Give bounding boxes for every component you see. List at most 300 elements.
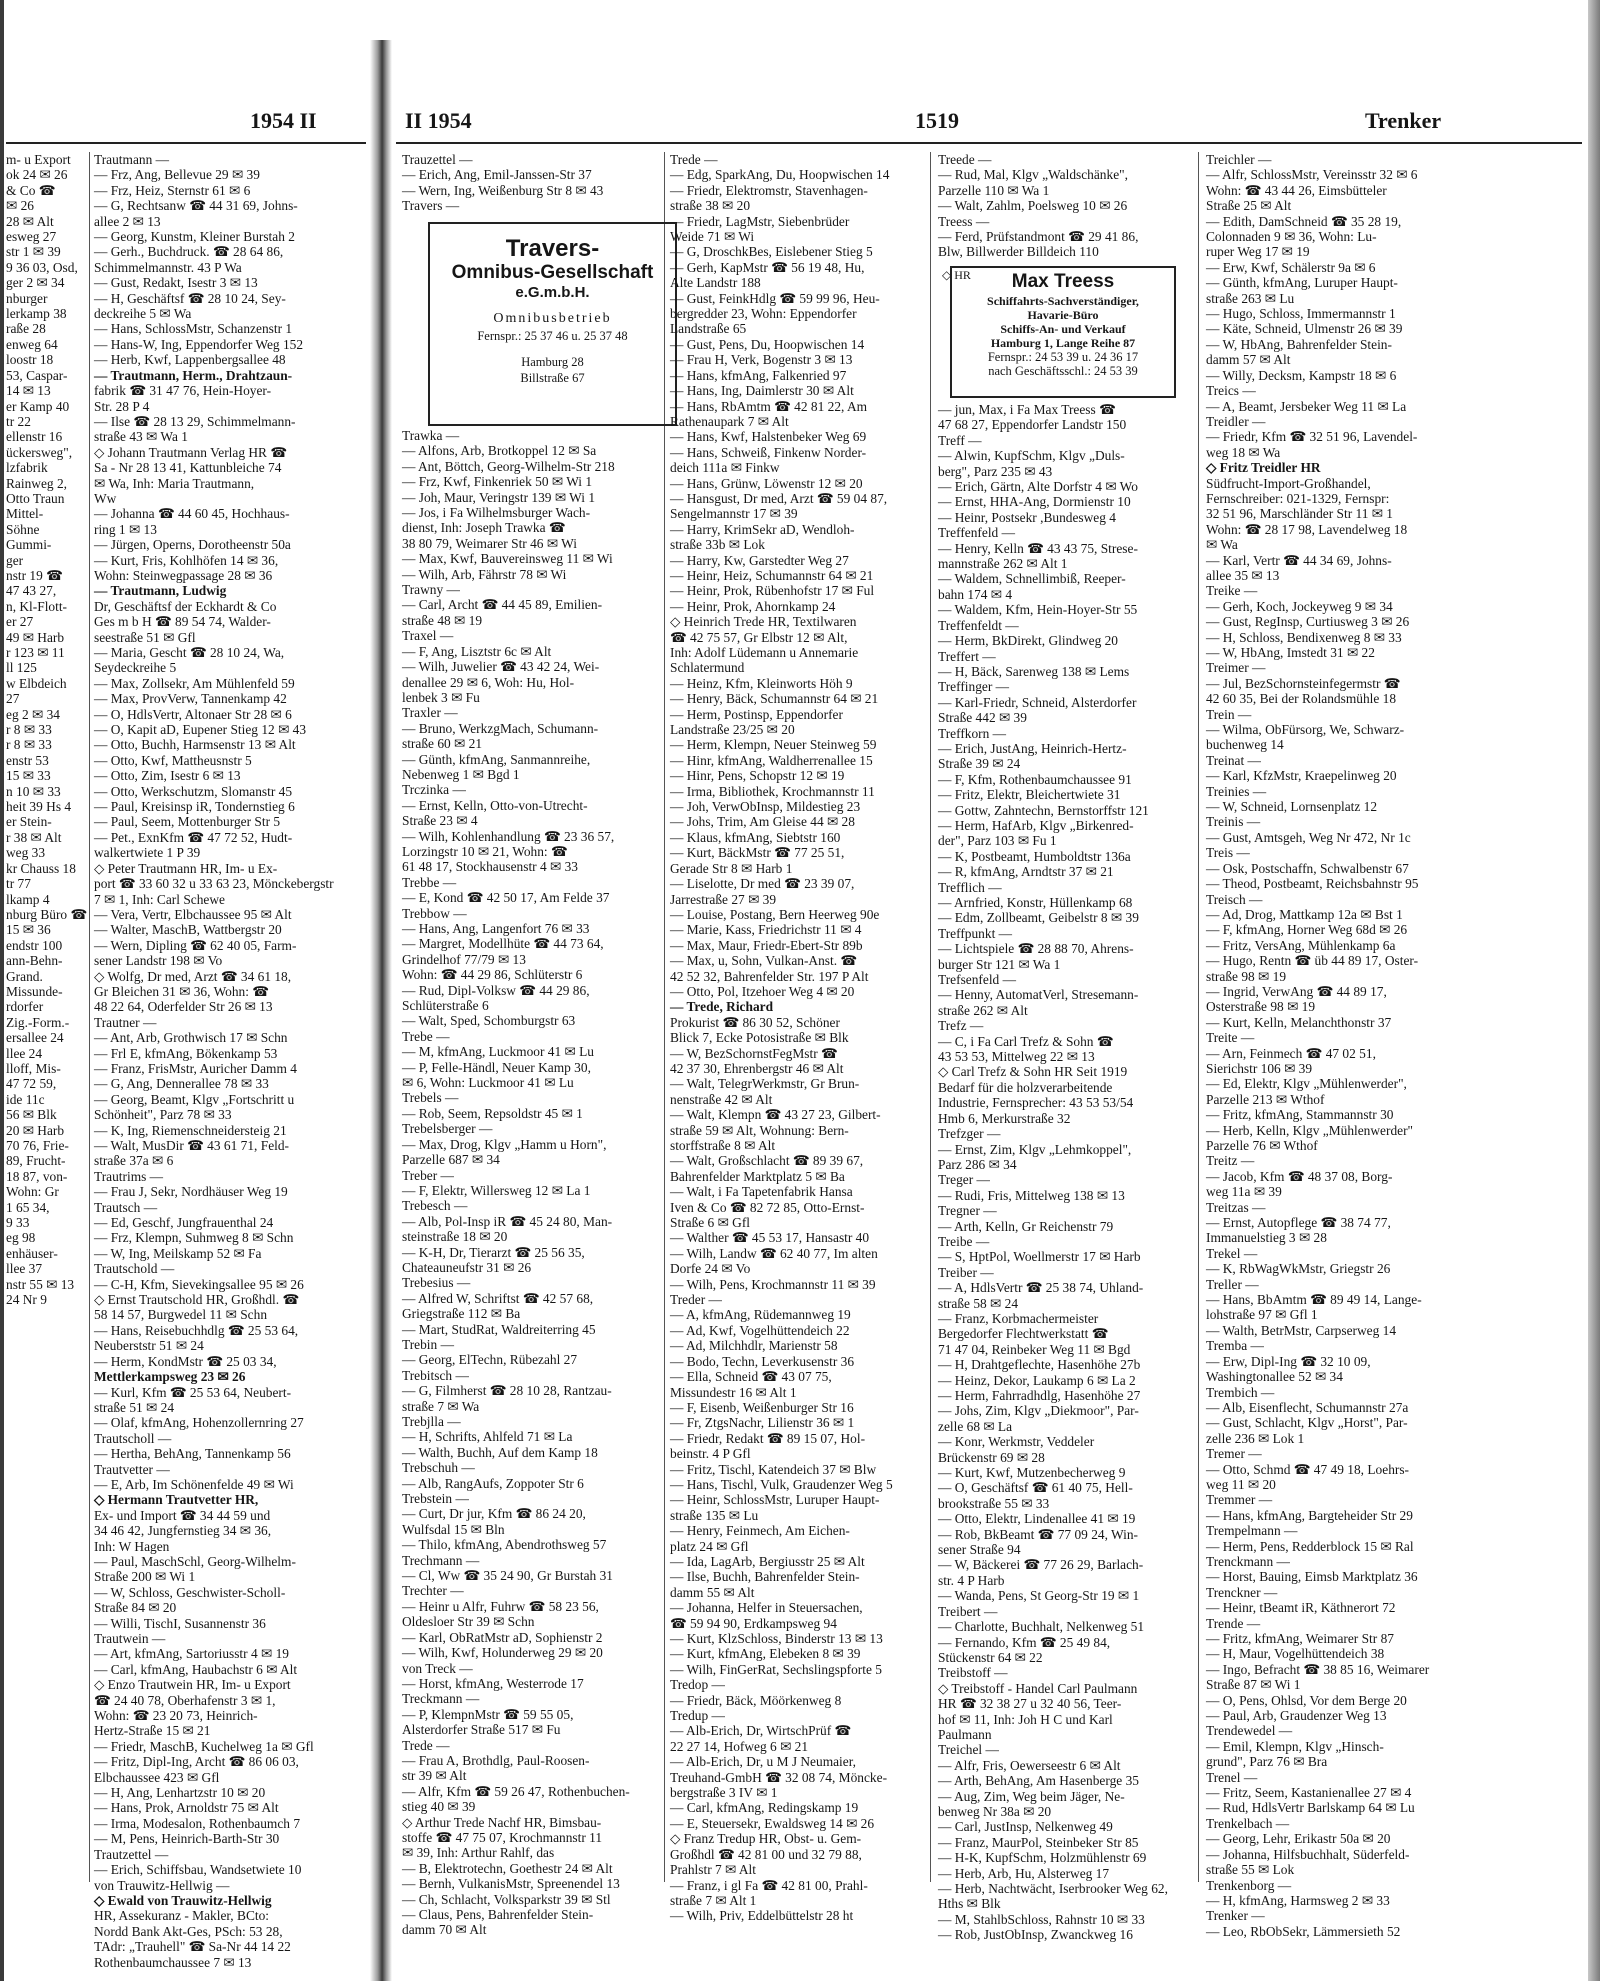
directory-line: Parzelle 687 ✉ 34 bbox=[402, 1152, 500, 1168]
directory-line: Bedarf für die holzverarbeitende bbox=[938, 1079, 1113, 1095]
directory-line: Treff — bbox=[938, 432, 982, 448]
directory-line: eg 98 bbox=[6, 1230, 36, 1246]
directory-line: — Johs, Trim, Am Gleise 44 ✉ 28 bbox=[670, 814, 855, 830]
directory-line: 70 76, Frie- bbox=[6, 1138, 69, 1153]
directory-line: — Kurt, BäckMstr ☎ 77 25 51, bbox=[670, 845, 845, 861]
directory-line: — Herb, Kwf, Lappenbergsallee 48 bbox=[94, 352, 286, 368]
directory-line: — W, HbAng, Imstedt 31 ✉ 22 bbox=[1206, 645, 1375, 660]
directory-line: — Wilh, Juwelier ☎ 43 42 24, Wei- bbox=[402, 659, 600, 675]
directory-line: Rathenaupark 7 ✉ Alt bbox=[670, 413, 789, 429]
directory-line: Zig.-Form.- bbox=[6, 1014, 70, 1030]
directory-line: — Ilse ☎ 28 13 29, Schimmelmann- bbox=[94, 413, 296, 429]
scan-edge-left bbox=[0, 0, 4, 1981]
directory-line: — Edith, DamSchneid ☎ 35 28 19, bbox=[1206, 213, 1402, 229]
directory-line: HR ☎ 32 38 27 u 32 40 56, Teer- bbox=[938, 1696, 1122, 1712]
directory-line: Lorzingstr 10 ✉ 21, Wohn: ☎ bbox=[402, 843, 568, 859]
directory-line: — Hans, Schweiß, Finkenw Norder- bbox=[670, 444, 867, 460]
column-right-4 bbox=[1206, 152, 1582, 1939]
directory-line: — Heinr, SchlossMstr, Luruper Haupt- bbox=[670, 1492, 880, 1508]
directory-line: Immanuelstieg 3 ✉ 28 bbox=[1206, 1230, 1327, 1246]
directory-line: 32 51 96, Marschländer Str 11 ✉ 1 bbox=[1206, 506, 1394, 522]
directory-line: 24 Nr 9 bbox=[6, 1292, 47, 1308]
directory-line: — Gust, Schlacht, Klgv „Horst", Par- bbox=[1206, 1415, 1408, 1431]
right-page-header: II 1954 bbox=[405, 108, 472, 133]
directory-line: Ex- und Import ☎ 34 44 59 und bbox=[94, 1507, 271, 1523]
directory-line: 42 60 35, Bei der Rolandsmühle 18 bbox=[1206, 691, 1397, 707]
directory-line: — W, Schloss, Geschwister-Scholl- bbox=[94, 1584, 286, 1600]
directory-line: — Hans, BbAmtm ☎ 89 49 14, Lange- bbox=[1206, 1292, 1422, 1308]
directory-line: Tredop — bbox=[670, 1677, 725, 1693]
directory-line: port ☎ 33 60 32 u 33 63 23, Mönckebergstr bbox=[94, 876, 334, 892]
directory-line: Trebin — bbox=[402, 1336, 454, 1352]
directory-line: — Aug, Zim, Weg beim Jäger, Ne- bbox=[938, 1788, 1125, 1804]
directory-line: — P, Felle-Händl, Neuer Kamp 30, bbox=[402, 1059, 591, 1075]
directory-line: — Herm, HafArb, Klgv „Birkenred- bbox=[938, 817, 1134, 833]
directory-line: Treger — bbox=[938, 1172, 990, 1188]
directory-line: — Heinr, Prok, Ahornkamp 24 bbox=[670, 598, 836, 614]
directory-line: — Ernst, HHA-Ang, Dormienstr 10 bbox=[938, 494, 1131, 510]
directory-line: 89, Frucht- bbox=[6, 1153, 66, 1169]
book-gutter bbox=[370, 40, 392, 1981]
directory-line: Ww bbox=[94, 490, 117, 506]
directory-line: Trautwein — bbox=[94, 1631, 166, 1646]
directory-line: — Rud, Mal, Klgv „Waldschänke", bbox=[938, 167, 1128, 183]
directory-line: — Hans, kfmAng, Bargteheider Str 29 bbox=[1206, 1507, 1413, 1523]
directory-line: straße 48 ✉ 19 bbox=[402, 612, 483, 628]
directory-line: — Theod, Postbeamt, Reichsbahnstr 95 bbox=[1206, 876, 1419, 892]
directory-line: beinstr. 4 P Gfl bbox=[670, 1446, 751, 1462]
directory-line: ☎ 24 40 78, Oberhafenstr 3 ✉ 1, bbox=[94, 1692, 276, 1708]
directory-line: zelle 236 ✉ Lok 1 bbox=[1206, 1430, 1305, 1446]
directory-line: — A, Beamt, Jersbeker Weg 11 ✉ La bbox=[1206, 398, 1407, 414]
directory-line: — Rob, JustObInsp, Zwanckweg 16 bbox=[938, 1927, 1133, 1943]
directory-line: Prokurist ☎ 86 30 52, Schöner bbox=[670, 1014, 840, 1030]
directory-line: — Hans, Grünw, Löwenstr 12 ✉ 20 bbox=[670, 475, 863, 491]
directory-line: Seydeckreihe 5 bbox=[94, 660, 177, 676]
directory-line: ◇ Wolfg, Dr med, Arzt ☎ 34 61 18, bbox=[94, 968, 292, 984]
directory-line: — Johanna ☎ 44 60 45, Hochhaus- bbox=[94, 506, 290, 522]
directory-line: — Carl, kfmAng, Haubachstr 6 ✉ Alt bbox=[94, 1661, 298, 1677]
directory-line: 15 ✉ 33 bbox=[6, 768, 51, 784]
directory-line: Washingtonallee 52 ✉ 34 bbox=[1206, 1369, 1343, 1385]
ad-city: Hamburg 28 bbox=[521, 355, 584, 369]
directory-line: — Hans, Tischl, Vulk, Graudenzer Weg 5 bbox=[670, 1476, 893, 1492]
directory-line: Mittel- bbox=[6, 506, 44, 522]
directory-line: allee 35 ✉ 13 bbox=[1206, 567, 1280, 583]
directory-line: Treuhand-GmbH ☎ 32 08 74, Möncke- bbox=[670, 1769, 888, 1785]
directory-line: — Frz, Ang, Bellevue 29 ✉ 39 bbox=[94, 167, 260, 183]
directory-line: Trenker — bbox=[1206, 1908, 1265, 1924]
directory-line: — Wilh, FinGerRat, Sechslingspforte 5 bbox=[670, 1661, 882, 1677]
directory-line: Trenckmann — bbox=[1206, 1553, 1290, 1569]
directory-line: Trefsenfeld — bbox=[938, 972, 1016, 988]
directory-line: Inh: Adolf Lüdemann u Annemarie bbox=[670, 645, 859, 660]
directory-line: — Alwin, KupfSchm, Klgv „Duls- bbox=[938, 448, 1125, 464]
directory-line: weg 18 ✉ Wa bbox=[1206, 444, 1281, 460]
directory-line: 49 ✉ Harb bbox=[6, 629, 65, 645]
directory-line: — Thilo, kfmAng, Abendrothsweg 57 bbox=[402, 1537, 607, 1553]
directory-line: fabrik ☎ 31 47 76, Hein-Hoyer- bbox=[94, 383, 272, 399]
directory-line: — B, Elektrotechn, Goethestr 24 ✉ Alt bbox=[402, 1860, 613, 1876]
directory-line: lzfabrik bbox=[6, 460, 48, 476]
directory-line: er 27 bbox=[6, 614, 34, 630]
directory-line: Hertz-Straße 15 ✉ 21 bbox=[94, 1723, 211, 1739]
directory-line: — Charlotte, Buchhalt, Nelkenweg 51 bbox=[938, 1619, 1145, 1635]
directory-line: ll 125 bbox=[6, 660, 37, 676]
travers-advertisement bbox=[428, 222, 677, 426]
directory-line: — Bernh, VulkanisMstr, Spreenendel 13 bbox=[402, 1876, 620, 1892]
directory-line: Trenkenborg — bbox=[1206, 1877, 1292, 1893]
directory-line: — K, Postbeamt, Humboldtstr 136a bbox=[938, 848, 1131, 864]
directory-line: — Fritz, VersAng, Mühlenkamp 6a bbox=[1206, 937, 1396, 953]
directory-line: r 8 ✉ 33 bbox=[6, 722, 52, 738]
directory-line: — Walt, i Fa Tapetenfabrik Hansa bbox=[670, 1184, 853, 1200]
directory-line: — Hans, SchlossMstr, Schanzenstr 1 bbox=[94, 321, 293, 337]
directory-line: Treis — bbox=[1206, 845, 1250, 861]
directory-line: — Hugo, Schloss, Immermannstr 1 bbox=[1206, 306, 1396, 322]
directory-line: — Wilh, Pens, Krochmannstr 11 ✉ 39 bbox=[670, 1276, 876, 1292]
directory-line: Iven & Co ☎ 82 72 85, Otto-Ernst- bbox=[670, 1199, 865, 1215]
directory-line: — K, Ing, Riemenschneidersteig 21 bbox=[94, 1122, 287, 1138]
directory-line: Landstraße 23/25 ✉ 20 bbox=[670, 722, 795, 738]
directory-line: Bergedorfer Flechtwerkstatt ☎ bbox=[938, 1326, 1109, 1342]
directory-line: berg", Parz 235 ✉ 43 bbox=[938, 463, 1053, 479]
directory-line: Trede — bbox=[402, 1737, 450, 1753]
directory-line: ide 11c bbox=[6, 1091, 45, 1107]
column-left-main bbox=[94, 152, 362, 1970]
directory-line: — Willy, Decksm, Kampstr 18 ✉ 6 bbox=[1206, 367, 1397, 383]
directory-line: — Arnfried, Konstr, Hüllenkamp 68 bbox=[938, 895, 1133, 910]
directory-line: — Fritz, Elektr, Bleichertwiete 31 bbox=[938, 787, 1121, 803]
directory-line: 47 72 59, bbox=[6, 1076, 57, 1092]
directory-line: Osterstraße 98 ✉ 19 bbox=[1206, 999, 1316, 1015]
directory-line: Trede — bbox=[670, 152, 718, 167]
directory-line: — Alfr, Kfm ☎ 59 26 47, Rothenbuchen- bbox=[402, 1783, 630, 1799]
directory-line: — Friedr, LagMstr, Siebenbrüder bbox=[670, 213, 850, 229]
directory-line: ◇ Heinrich Trede HR, Textilwaren bbox=[670, 614, 857, 630]
directory-line: — Alfred W, Schriftst ☎ 42 57 68, bbox=[402, 1290, 594, 1306]
directory-line: hof ✉ 11, Inh: Joh H C und Karl bbox=[938, 1711, 1113, 1727]
directory-line: Parz 286 ✉ 34 bbox=[938, 1156, 1017, 1172]
directory-line: — Wilma, ObFürsorg, We, Schwarz- bbox=[1206, 722, 1405, 738]
directory-line: — Bruno, WerkzgMach, Schumann- bbox=[402, 720, 599, 736]
directory-line: — Hans, Ang, Langenfort 76 ✉ 33 bbox=[402, 921, 590, 936]
directory-line: Straße 84 ✉ 20 bbox=[94, 1600, 177, 1616]
directory-line: — H, Ang, Lenhartzstr 10 ✉ 20 bbox=[94, 1785, 266, 1801]
directory-line: straße 37a ✉ 6 bbox=[94, 1153, 174, 1169]
directory-line: — H-K, KupfSchm, Holzmühlenstr 69 bbox=[938, 1850, 1147, 1866]
directory-line: 43 53 53, Mittelweg 22 ✉ 13 bbox=[938, 1049, 1095, 1065]
directory-line: kr Chauss 18 bbox=[6, 860, 76, 876]
directory-line: — Emil, Klempn, Klgv „Hinsch- bbox=[1206, 1738, 1384, 1754]
directory-line: Paulmann bbox=[938, 1726, 992, 1742]
directory-line: enstr 53 bbox=[6, 752, 49, 768]
ad-address: Hamburg 1, Lange Reihe 87 bbox=[990, 336, 1136, 350]
directory-line: grund", Parz 76 ✉ Bra bbox=[1206, 1754, 1328, 1770]
directory-line: — Karl-Friedr, Schneid, Alsterdorfer bbox=[938, 694, 1137, 710]
directory-line: — Jos, i Fa Wilhelmsburger Wach- bbox=[402, 505, 591, 521]
directory-line: — Gust, Amtsgeh, Weg Nr 472, Nr 1c bbox=[1206, 829, 1411, 845]
directory-line: — Herb, Nachtwächt, Iserbrooker Weg 62, bbox=[938, 1881, 1168, 1896]
directory-line: straße 33b ✉ Lok bbox=[670, 537, 765, 553]
directory-line: — Harry, KrimSekr aD, Wendloh- bbox=[670, 521, 855, 537]
directory-line: Gr Bleichen 31 ✉ 36, Wohn: ☎ bbox=[94, 983, 269, 999]
directory-line: Schönheit", Parz 78 ✉ 33 bbox=[94, 1107, 232, 1123]
directory-line: Treinat — bbox=[1206, 752, 1261, 768]
directory-line: — Otto, Zim, Isestr 6 ✉ 13 bbox=[94, 768, 241, 784]
directory-line: Schlatermund bbox=[670, 660, 745, 676]
directory-line: — Fritz, kfmAng, Stammannstr 30 bbox=[1206, 1107, 1394, 1123]
directory-line: — Erich, JustAng, Heinrich-Hertz- bbox=[938, 740, 1127, 756]
directory-line: — Hans, Prok, Arnoldstr 75 ✉ Alt bbox=[94, 1800, 279, 1816]
directory-line: — Ant, Böttch, Georg-Wilhelm-Str 218 bbox=[402, 458, 615, 474]
directory-line: — Johs, Zim, Klgv „Diekmoor", Par- bbox=[938, 1403, 1139, 1419]
directory-line: — Herm, Fahrradhdlg, Hasenhöhe 27 bbox=[938, 1388, 1141, 1403]
directory-line: 20 ✉ Harb bbox=[6, 1122, 65, 1138]
column-right-3 bbox=[938, 402, 1194, 1943]
directory-line: n, Kl-Flott- bbox=[6, 598, 68, 614]
directory-line: Treffinger — bbox=[938, 679, 1010, 695]
directory-line: — M, StahlbSchloss, Rahnstr 10 ✉ 33 bbox=[938, 1911, 1145, 1927]
directory-line: — Irma, Modesalon, Rothenbaumch 7 bbox=[94, 1815, 301, 1831]
directory-line: ◇ Johann Trautmann Verlag HR ☎ bbox=[94, 444, 287, 460]
directory-line: Trauzettel — bbox=[402, 152, 473, 167]
directory-line: Trebstein — bbox=[402, 1491, 469, 1507]
directory-line: — Edm, Zollbeamt, Geibelstr 8 ✉ 39 bbox=[938, 910, 1139, 926]
directory-line: str 39 ✉ Alt bbox=[402, 1768, 467, 1784]
directory-line: Trefflich — bbox=[938, 879, 1002, 895]
directory-line: — Fritz, Dipl-Ing, Archt ☎ 86 06 03, bbox=[94, 1754, 299, 1770]
directory-line: Treinies — bbox=[1206, 783, 1267, 799]
directory-line: brookstraße 55 ✉ 33 bbox=[938, 1495, 1050, 1511]
directory-line: Straße 39 ✉ 24 bbox=[938, 756, 1021, 772]
directory-line: Treibert — bbox=[938, 1603, 998, 1619]
directory-line: — Wilh, Kwf, Holunderweg 29 ✉ 20 bbox=[402, 1645, 603, 1661]
directory-line: — Heinz, Kfm, Kleinworts Höh 9 bbox=[670, 675, 853, 691]
ad-hr-marker: ◇ HR bbox=[942, 268, 971, 282]
directory-line: — Herm, BkDirekt, Glindweg 20 bbox=[938, 633, 1119, 649]
directory-line: 56 ✉ Blk bbox=[6, 1107, 57, 1123]
directory-line: — Alb, Pol-Insp iR ☎ 45 24 80, Man- bbox=[402, 1213, 613, 1229]
directory-line: — Willi, TischI, Susannenstr 36 bbox=[94, 1615, 266, 1631]
directory-line: — Friedr, Redakt ☎ 89 15 07, Hol- bbox=[670, 1430, 866, 1446]
directory-line: — Franz, FrisMstr, Auricher Damm 4 bbox=[94, 1060, 297, 1076]
directory-line: Inh: W Hagen bbox=[94, 1538, 170, 1554]
directory-line: Hmb 6, Merkurstraße 32 bbox=[938, 1110, 1071, 1126]
directory-line: lerkamp 38 bbox=[6, 306, 67, 322]
directory-line: Trautzettel — bbox=[94, 1846, 169, 1862]
directory-line: Treite — bbox=[1206, 1030, 1255, 1046]
directory-line: Grindelhof 77/79 ✉ 13 bbox=[402, 951, 526, 967]
directory-line: — Jacob, Kfm ☎ 48 37 08, Borg- bbox=[1206, 1168, 1393, 1184]
directory-line: — Max, Maur, Friedr-Ebert-Str 89b bbox=[670, 937, 863, 953]
directory-line: — Rud, Dipl-Volksw ☎ 44 29 86, bbox=[402, 982, 590, 998]
directory-line: straße 55 ✉ Lok bbox=[1206, 1862, 1295, 1878]
directory-line: — Max, Drog, Klgv „Hamm u Horn", bbox=[402, 1136, 607, 1152]
directory-line: — W, Ing, Meilskamp 52 ✉ Fa bbox=[94, 1245, 262, 1261]
directory-line: Mettlerkampsweg 23 ✉ 26 bbox=[94, 1369, 246, 1385]
directory-line: Treffenfeldt — bbox=[938, 617, 1019, 633]
directory-line: Trebesch — bbox=[402, 1198, 468, 1214]
directory-line: heit 39 Hs 4 bbox=[6, 799, 72, 815]
directory-line: — Art, kfmAng, Sartoriusstr 4 ✉ 19 bbox=[94, 1646, 289, 1662]
directory-line: — Alb-Erich, Dr, u M J Neumaier, bbox=[670, 1754, 856, 1770]
directory-line: — Paul, Kreisinsp iR, Tondernstieg 6 bbox=[94, 799, 295, 815]
directory-line: Trautsch — bbox=[94, 1199, 158, 1215]
directory-line: ◇ Carl Trefz & Sohn HR Seit 1919 bbox=[938, 1064, 1128, 1080]
directory-line: — F, Elektr, Willersweg 12 ✉ La 1 bbox=[402, 1182, 591, 1198]
directory-line: — M, Pens, Heinrich-Barth-Str 30 bbox=[94, 1831, 280, 1847]
directory-line: — Rud, HdlsVertr Barlskamp 64 ✉ Lu bbox=[1206, 1800, 1415, 1816]
ad-company-form: e.G.m.b.H. bbox=[515, 284, 590, 301]
directory-line: — Klaus, kfmAng, Siebtstr 160 bbox=[670, 829, 841, 845]
directory-line: — Carl, JustInsp, Nelkenweg 49 bbox=[938, 1819, 1113, 1835]
directory-line: ◇ Enzo Trautwein HR, Im- u Export bbox=[94, 1677, 291, 1693]
directory-line: Travers — bbox=[402, 198, 460, 214]
directory-line: — Erw, Dipl-Ing ☎ 32 10 09, bbox=[1206, 1353, 1371, 1369]
directory-line: — Karl, ObRatMstr aD, Sophienstr 2 bbox=[402, 1629, 603, 1645]
directory-line: Tregner — bbox=[938, 1203, 997, 1219]
directory-line: — Günth, kfmAng, Sanmannreihe, bbox=[402, 751, 591, 767]
directory-line: — Konr, Werkmstr, Veddeler bbox=[938, 1434, 1095, 1450]
directory-line: Gummi- bbox=[6, 537, 52, 553]
directory-line: — C, i Fa Carl Trefz & Sohn ☎ bbox=[938, 1033, 1114, 1049]
directory-line: — Wern, Dipling ☎ 62 40 05, Farm- bbox=[94, 937, 297, 953]
directory-line: Treisch — bbox=[1206, 891, 1263, 907]
directory-line: — Ida, LagArb, Bergiusstr 25 ✉ Alt bbox=[670, 1553, 865, 1569]
directory-line: — Walt, Großschlacht ☎ 89 39 67, bbox=[670, 1153, 864, 1169]
directory-line: — K-H, Dr, Tierarzt ☎ 25 56 35, bbox=[402, 1244, 585, 1260]
directory-line: — E, Kond ☎ 42 50 17, Am Felde 37 bbox=[402, 890, 610, 906]
directory-line: — Johanna, Helfer in Steuersachen, bbox=[670, 1600, 863, 1616]
directory-line: loostr 18 bbox=[6, 352, 54, 368]
directory-line: 14 ✉ 13 bbox=[6, 383, 51, 399]
directory-line: sener Straße 94 bbox=[938, 1542, 1021, 1558]
directory-line: — Gust, FeinkHdlg ☎ 59 99 96, Heu- bbox=[670, 290, 880, 306]
directory-line: Trautmann — bbox=[94, 152, 170, 167]
directory-line: — Johanna, Hilfsbuchhalt, Süderfeld- bbox=[1206, 1846, 1410, 1862]
directory-line: ◇ Ewald von Trauwitz-Hellwig bbox=[94, 1892, 272, 1908]
directory-line: Treitzas — bbox=[1206, 1199, 1266, 1215]
directory-line: — Heinr, Heiz, Schumannstr 64 ✉ 21 bbox=[670, 567, 874, 583]
directory-line: — H, Geschäftsf ☎ 28 10 24, Sey- bbox=[94, 290, 286, 306]
directory-line: — Hertha, BehAng, Tannenkamp 56 bbox=[94, 1446, 291, 1462]
directory-line: Elbchaussee 423 ✉ Gfl bbox=[94, 1769, 220, 1785]
directory-line: — Rudi, Fris, Mittelweg 138 ✉ 13 bbox=[938, 1187, 1125, 1203]
directory-line: Nordd Bank Akt-Ges, PSch: 53 28, bbox=[94, 1923, 283, 1939]
directory-line: ◇ Ernst Trautschold HR, Großhdl. ☎ bbox=[94, 1292, 300, 1308]
directory-line: Parzelle 213 ✉ Wthof bbox=[1206, 1091, 1325, 1107]
directory-line: Trende — bbox=[1206, 1615, 1261, 1631]
directory-line: — Arth, BehAng, Am Hasenberge 35 bbox=[938, 1773, 1139, 1789]
directory-line: ☎ 42 75 57, Gr Elbstr 12 ✉ Alt, bbox=[670, 629, 848, 645]
directory-line: — Otto, Werkschutzm, Slomanstr 45 bbox=[94, 783, 293, 799]
directory-line: Dr, Geschäftsf der Eckhardt & Co bbox=[94, 598, 277, 614]
directory-line: Trebitsch — bbox=[402, 1367, 469, 1383]
directory-line: — Heinz, Dekor, Laukamp 6 ✉ La 2 bbox=[938, 1372, 1136, 1388]
directory-line: — Fr, ZtgsNachr, Lilienstr 36 ✉ 1 bbox=[670, 1415, 855, 1431]
directory-line: — Alfons, Arb, Brotkoppel 12 ✉ Sa bbox=[402, 443, 597, 459]
directory-line: — Ingrid, VerwAng ☎ 44 89 17, bbox=[1206, 983, 1387, 999]
directory-line: ückersweg", bbox=[6, 444, 73, 460]
directory-line: — Curt, Dr jur, Kfm ☎ 86 24 20, bbox=[402, 1506, 586, 1522]
directory-line: llee 24 bbox=[6, 1045, 43, 1061]
directory-line: Treffert — bbox=[938, 648, 996, 664]
directory-line: Bahrenfelder Marktplatz 5 ✉ Ba bbox=[670, 1168, 845, 1184]
directory-line: Söhne bbox=[6, 521, 40, 537]
directory-line: — Leo, RbObSekr, Lämmersieth 52 bbox=[1206, 1923, 1401, 1939]
directory-line: — Walther ☎ 45 53 17, Hansastr 40 bbox=[670, 1230, 870, 1246]
directory-line: — Ella, Schneid ☎ 43 07 75, bbox=[670, 1369, 832, 1385]
directory-line: — Ed, Geschf, Jungfrauenthal 24 bbox=[94, 1215, 274, 1231]
directory-line: — Erich, Ang, Emil-Janssen-Str 37 bbox=[402, 167, 592, 183]
directory-line: denallee 29 ✉ 6, Woh: Hu, Hol- bbox=[402, 674, 575, 690]
directory-line: 22 27 14, Hofweg 6 ✉ 21 bbox=[670, 1738, 809, 1754]
directory-line: — Alfr, SchlossMstr, Vereinsstr 32 ✉ 6 bbox=[1206, 167, 1418, 183]
ad-company-name: Omnibus-Gesellschaft bbox=[451, 262, 654, 283]
directory-line: Treffkorn — bbox=[938, 725, 1007, 741]
directory-line: ◇ Fritz Treidler HR bbox=[1206, 460, 1321, 476]
directory-line: — Rob, BkBeamt ☎ 77 09 24, Win- bbox=[938, 1526, 1139, 1542]
directory-line: Prahlstr 7 ✉ Alt bbox=[670, 1862, 756, 1878]
directory-line: ersallee 24 bbox=[6, 1030, 64, 1046]
directory-line: ✉ Wa, Inh: Maria Trautmann, bbox=[94, 475, 255, 491]
directory-line: Trekel — bbox=[1206, 1245, 1258, 1261]
directory-line: 53, Caspar- bbox=[6, 367, 68, 383]
directory-line: — Hansgust, Dr med, Arzt ☎ 59 04 87, bbox=[670, 490, 888, 506]
directory-line: — G, Rechtsanw ☎ 44 31 69, Johns- bbox=[94, 198, 298, 214]
directory-line: — Fernando, Kfm ☎ 25 49 84, bbox=[938, 1634, 1111, 1650]
directory-line: Jarrestraße 27 ✉ 39 bbox=[670, 891, 777, 907]
directory-line: — Friedr, MaschB, Kuchelweg 1a ✉ Gfl bbox=[94, 1738, 314, 1754]
directory-line: lohstraße 97 ✉ Gfl 1 bbox=[1206, 1307, 1318, 1323]
directory-line: — Irma, Bibliothek, Krochmannstr 11 bbox=[670, 783, 875, 799]
directory-line: straße 51 ✉ 24 bbox=[94, 1399, 175, 1415]
directory-line: — Otto, Elektr, Lindenallee 41 ✉ 19 bbox=[938, 1511, 1136, 1527]
directory-line: ger 2 ✉ 34 bbox=[6, 275, 65, 291]
directory-line: — Walt, Sped, Schomburgstr 63 bbox=[402, 1013, 576, 1029]
directory-line: Weide 71 ✉ Wi bbox=[670, 229, 755, 245]
directory-line: — Alfr, Fris, Oewerseestr 6 ✉ Alt bbox=[938, 1757, 1121, 1773]
directory-line: — Fritz, Seem, Kastanienallee 27 ✉ 4 bbox=[1206, 1785, 1412, 1801]
directory-line: Treffenfeld — bbox=[938, 525, 1015, 541]
directory-line: damm 70 ✉ Alt bbox=[402, 1922, 487, 1938]
left-page-header: 1954 II bbox=[250, 108, 317, 133]
ad-line: Schiffahrts-Sachverständiger, bbox=[987, 294, 1139, 308]
directory-line: straße 262 ✉ Alt bbox=[938, 1002, 1028, 1018]
directory-line: — Bodo, Techn, Leverkusenstr 36 bbox=[670, 1353, 855, 1369]
directory-line: enhäuser- bbox=[6, 1245, 58, 1261]
directory-line: Rothenbaumchaussee 7 ✉ 13 bbox=[94, 1954, 252, 1970]
directory-line: Trautrims — bbox=[94, 1168, 164, 1184]
directory-line: Straße 200 ✉ Wi 1 bbox=[94, 1569, 196, 1585]
directory-line: straße 98 ✉ 19 bbox=[1206, 968, 1287, 984]
directory-line: nstr 19 ☎ bbox=[6, 567, 63, 583]
directory-line: — Ingo, Befracht ☎ 38 85 16, Weimarer bbox=[1206, 1661, 1430, 1677]
directory-line: — Heinr u Alfr, Fuhrw ☎ 58 23 56, bbox=[402, 1598, 599, 1614]
directory-line: Treics — bbox=[1206, 383, 1256, 399]
directory-line: Alte Landstr 188 bbox=[670, 275, 761, 291]
directory-line: — Paul, Seem, Mottenburger Str 5 bbox=[94, 814, 281, 830]
directory-line: Treimer — bbox=[1206, 660, 1266, 676]
directory-line: Hths ✉ Blk bbox=[938, 1896, 1001, 1912]
directory-line: — W, Schneid, Lornsenplatz 12 bbox=[1206, 799, 1378, 815]
directory-line: 38 80 79, Weimarer Str 46 ✉ Wi bbox=[402, 535, 577, 551]
directory-line: Treiber — bbox=[938, 1264, 994, 1280]
directory-line: ✉ 6, Wohn: Luckmoor 41 ✉ Lu bbox=[402, 1075, 574, 1091]
directory-line: — Jul, BezSchornsteinfegermstr ☎ bbox=[1206, 675, 1401, 691]
directory-line: Treller — bbox=[1206, 1276, 1259, 1292]
